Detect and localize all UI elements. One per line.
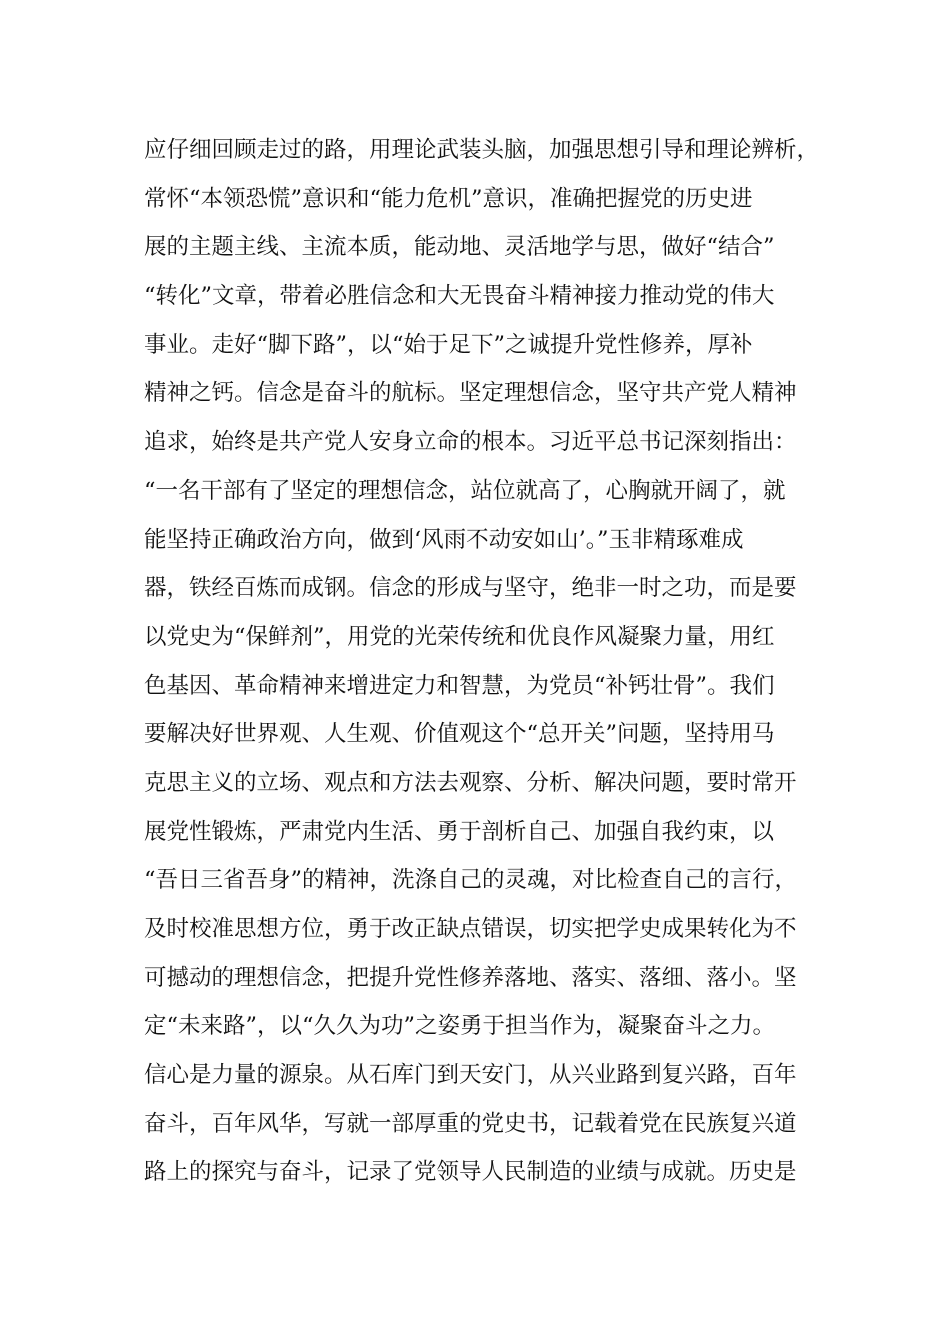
text-line: 展的主题主线、主流本质，能动地、灵活地学与思，做好“结合” xyxy=(144,234,775,261)
text-line: 以党史为“保鲜剂”，用党的光荣传统和优良作风凝聚力量，用红 xyxy=(144,623,775,650)
text-line: 应仔细回顾走过的路，用理论武装头脑，加强思想引导和理论辨析， xyxy=(144,137,820,163)
text-line: “一名干部有了坚定的理想信念，站位就高了，心胸就开阔了，就 xyxy=(144,477,786,504)
text-line: 路上的探究与奋斗，记录了党领导人民制造的业绩与成就。历史是 xyxy=(144,1159,797,1186)
text-line: 器，铁经百炼而成钢。信念的形成与坚守，绝非一时之功，而是要 xyxy=(144,575,797,602)
text-line: 可撼动的理想信念，把提升党性修养落地、落实、落细、落小。坚 xyxy=(144,964,797,991)
text-line: 奋斗，百年风华，写就一部厚重的党史书，记载着党在民族复兴道 xyxy=(144,1110,797,1137)
text-line: 常怀“本领恐慌”意识和“能力危机”意识，准确把握党的历史进 xyxy=(144,185,753,212)
text-line: 展党性锻炼，严肃党内生活、勇于剖析自己、加强自我约束，以 xyxy=(144,818,775,845)
text-line: 信心是力量的源泉。从石库门到天安门，从兴业路到复兴路，百年 xyxy=(144,1062,797,1089)
text-line: 精神之钙。信念是奋斗的航标。坚定理想信念，坚守共产党人精神 xyxy=(144,380,797,407)
body-text xyxy=(144,126,834,1197)
text-line: “吾日三省吾身”的精神，洗涤自己的灵魂，对比检查自己的言行， xyxy=(144,867,798,894)
text-line: 及时校准思想方位，勇于改正缺点错误，切实把学史成果转化为不 xyxy=(144,916,797,942)
text-line: 能坚持正确政治方向，做到‘风雨不动安如山’。”玉非精琢难成 xyxy=(144,526,744,553)
text-line: 色基因、革命精神来增进定力和智慧，为党员“补钙壮骨”。我们 xyxy=(144,672,775,699)
text-line: 追求，始终是共产党人安身立命的根本。习近平总书记深刻指出： xyxy=(144,429,797,456)
text-line: “转化”文章，带着必胜信念和大无畏奋斗精神接力推动党的伟大 xyxy=(144,283,775,310)
text-line: 克思主义的立场、观点和方法去观察、分析、解决问题，要时常开 xyxy=(144,769,797,796)
text-line: 定“未来路”，以“久久为功”之姿勇于担当作为，凝聚奋斗之力。 xyxy=(144,1013,776,1040)
text-line: 要解决好世界观、人生观、价值观这个“总开关”问题，坚持用马 xyxy=(144,721,775,748)
text-line: 事业。走好“脚下路”，以“始于足下”之诚提升党性修养，厚补 xyxy=(144,331,753,358)
